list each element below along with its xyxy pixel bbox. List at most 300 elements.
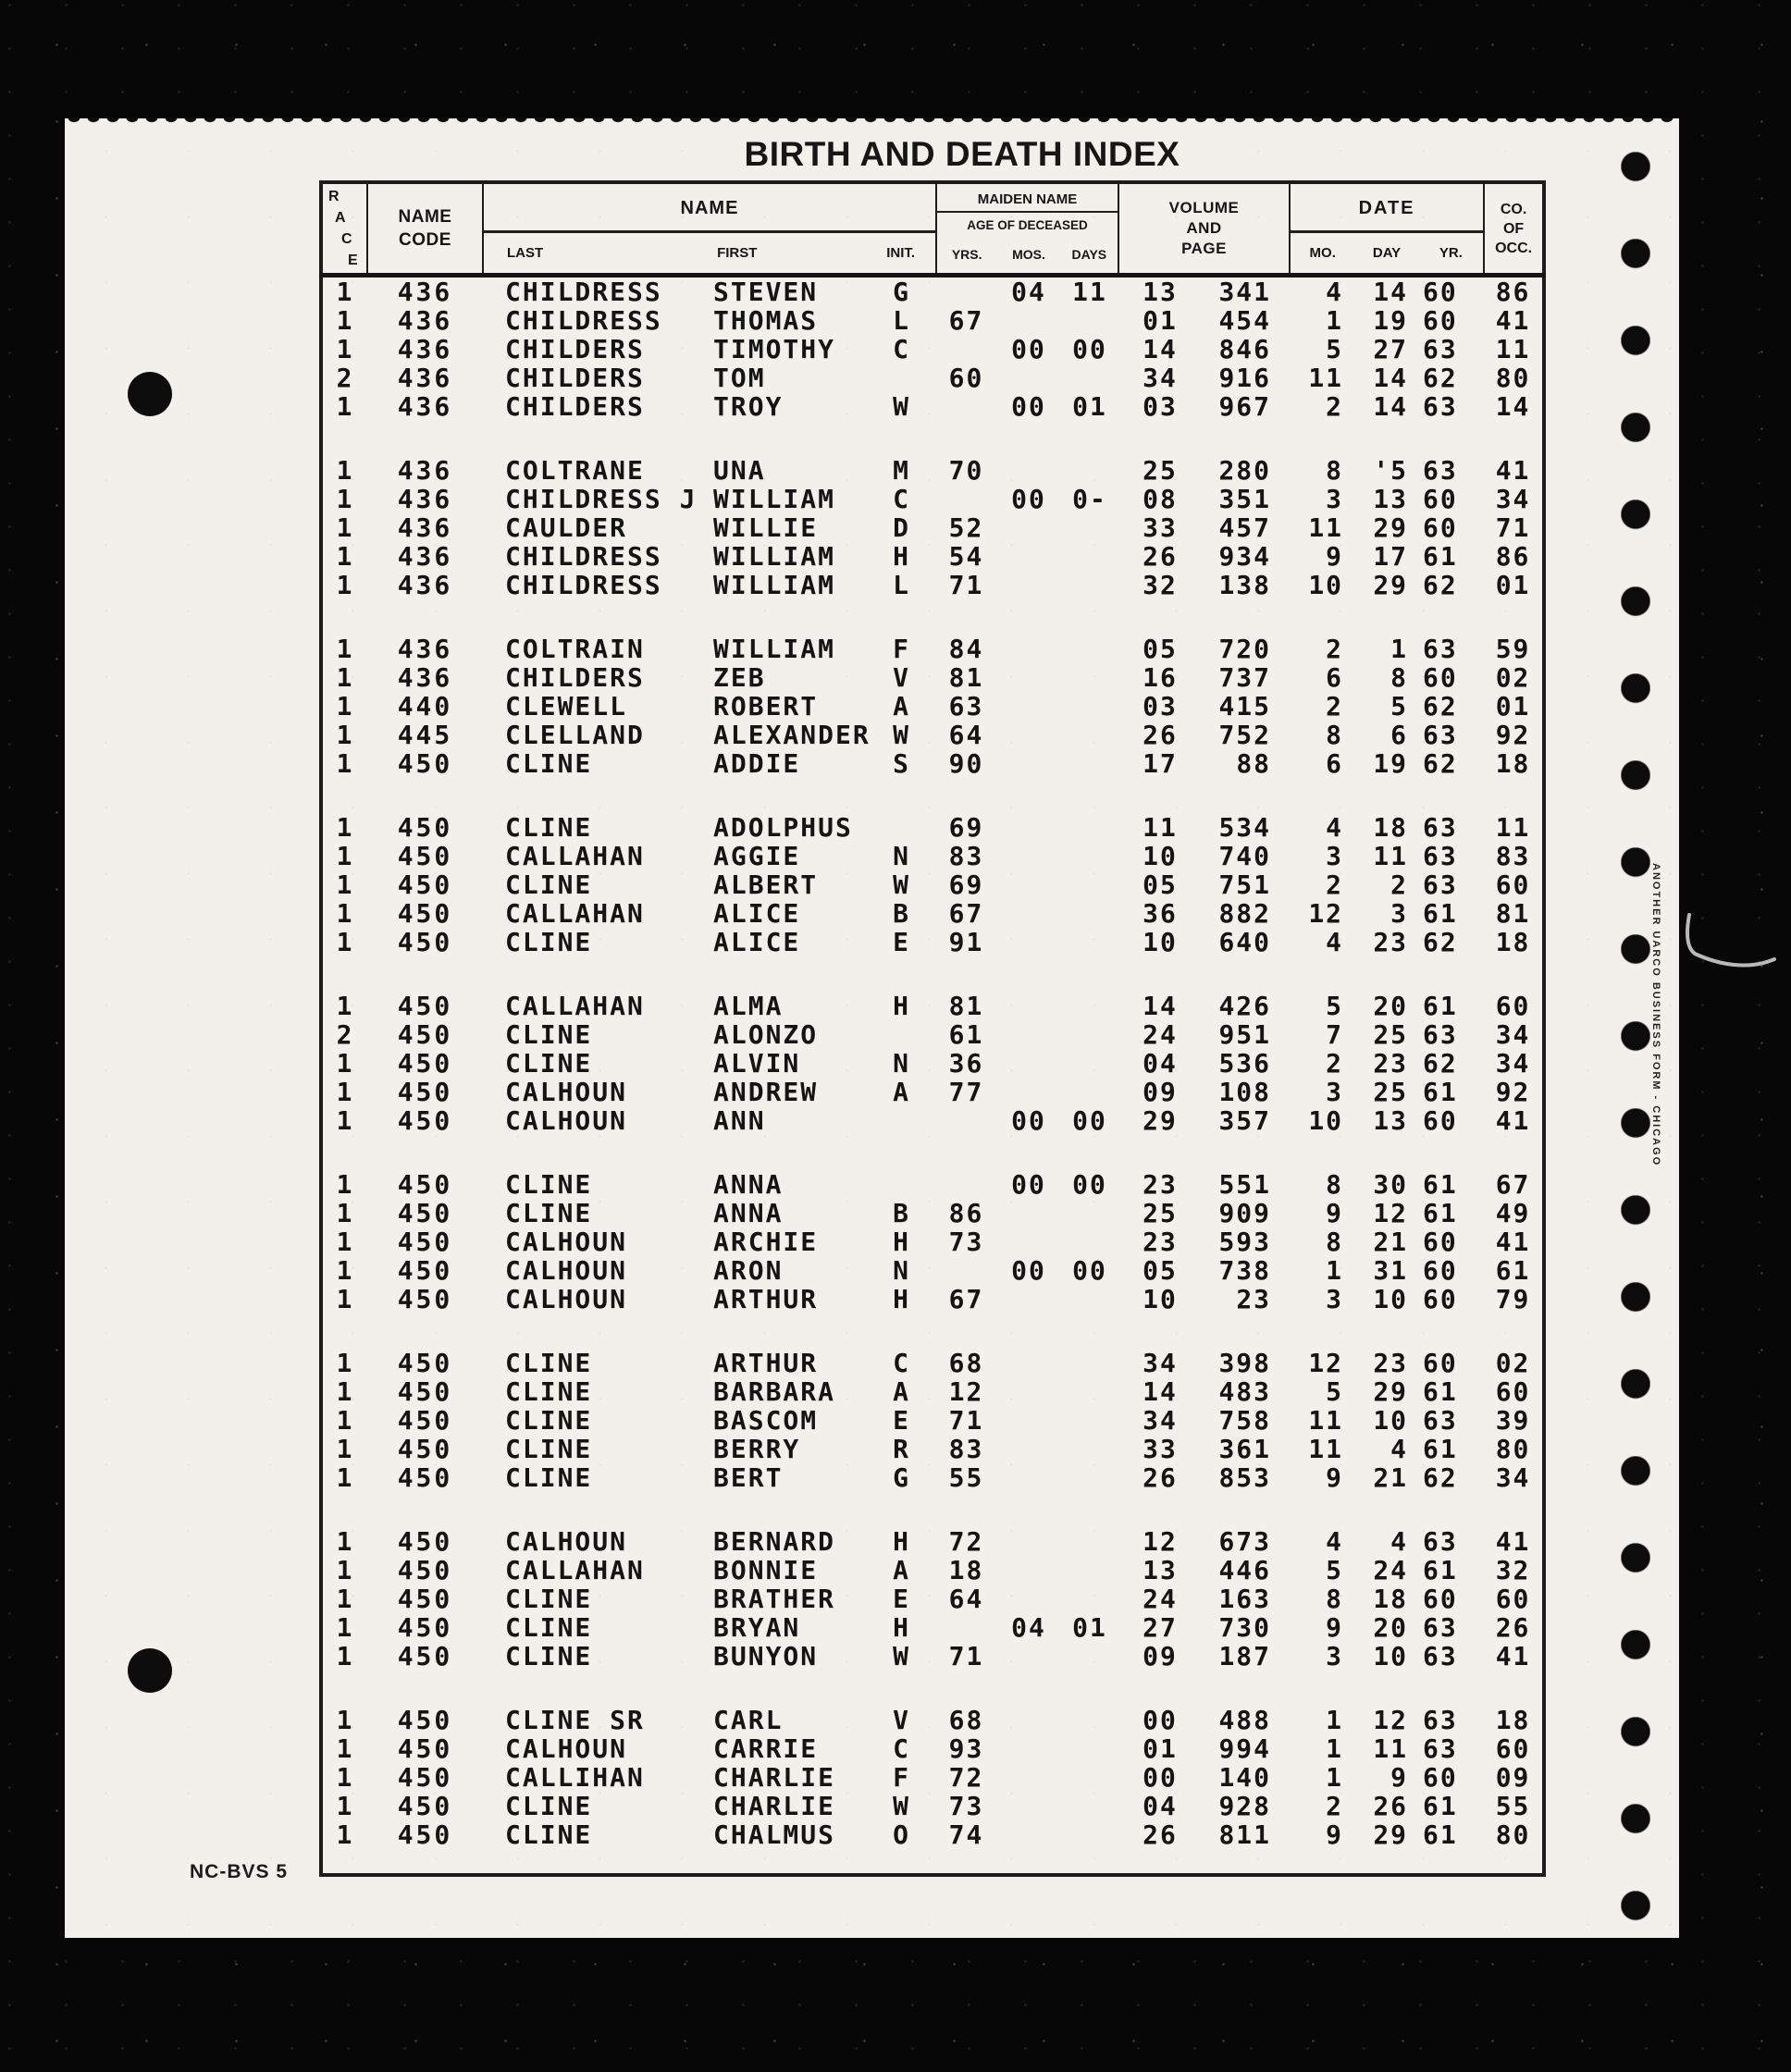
cell-yrs <box>936 1170 996 1199</box>
cell-mos <box>996 1527 1061 1556</box>
cell-mos <box>996 1020 1061 1049</box>
cell-yr: 60 <box>1423 1284 1458 1314</box>
cell-yr: 63 <box>1423 1641 1458 1671</box>
cell-race: 2 <box>336 363 354 393</box>
cell-day: 9 <box>1390 1762 1409 1793</box>
cell-race: 1 <box>336 1405 354 1436</box>
cell-last: COLTRAIN <box>505 634 645 664</box>
table-row <box>321 1613 1544 1642</box>
cell-last: CLINE <box>505 1612 593 1643</box>
cell-code: 450 <box>397 841 453 871</box>
cell-page: 593 <box>1218 1227 1272 1257</box>
cell-code: 450 <box>397 1434 453 1464</box>
cell-mos <box>996 1349 1061 1377</box>
cell-yr: 60 <box>1423 305 1458 336</box>
table-row <box>321 1377 1544 1406</box>
cell-page: 457 <box>1218 512 1272 543</box>
cell-page: 108 <box>1218 1077 1272 1107</box>
cell-first: BRYAN <box>713 1612 801 1643</box>
cell-days <box>1061 1078 1118 1106</box>
cell-co: 49 <box>1495 1198 1531 1228</box>
cell-page: 446 <box>1218 1555 1272 1585</box>
cell-race: 1 <box>336 634 354 664</box>
cell-init: E <box>893 1405 910 1436</box>
cell-first: TIMOTHY <box>713 334 836 364</box>
cell-days <box>1061 1049 1118 1078</box>
cell-co: 92 <box>1495 1077 1531 1107</box>
cell-yr: 60 <box>1423 1105 1458 1136</box>
cell-yrs <box>936 392 996 421</box>
cell-mo: 3 <box>1326 841 1344 871</box>
group-gap <box>321 1135 1544 1170</box>
cell-race: 1 <box>336 305 354 336</box>
cell-last: CHILDRESS <box>505 570 662 600</box>
table-row <box>321 306 1544 335</box>
cell-code: 436 <box>397 484 453 514</box>
cell-vol: 33 <box>1143 1434 1178 1464</box>
cell-first: CHALMUS <box>713 1819 836 1850</box>
cell-yrs: 84 <box>948 634 984 664</box>
header-volume-line: PAGE <box>1181 240 1227 257</box>
cell-day: 29 <box>1373 512 1409 543</box>
cell-page: 163 <box>1218 1584 1272 1614</box>
cell-co: 60 <box>1495 1733 1531 1764</box>
cell-init: H <box>893 1284 910 1314</box>
table-row <box>321 1170 1544 1199</box>
cell-yrs <box>936 1256 996 1285</box>
cell-vol: 34 <box>1143 1348 1178 1378</box>
side-note-vertical-text: ANOTHER UARCO BUSINESS FORM - CHICAGO <box>1650 863 1661 1167</box>
cell-mo: 8 <box>1326 1227 1344 1257</box>
cell-day: 5 <box>1390 691 1409 722</box>
cell-code: 450 <box>397 1705 453 1735</box>
table-row <box>321 721 1544 749</box>
cell-init: F <box>893 634 910 664</box>
cell-code: 440 <box>397 691 453 722</box>
cell-last: CLINE <box>505 1819 593 1850</box>
cell-vol: 09 <box>1143 1641 1178 1671</box>
cell-first: WILLIAM <box>713 541 836 572</box>
cell-race: 2 <box>336 1019 354 1050</box>
cell-yr: 62 <box>1423 927 1458 957</box>
cell-yrs: 73 <box>948 1791 984 1821</box>
page-title: BIRTH AND DEATH INDEX <box>744 135 1180 173</box>
cell-day: 18 <box>1373 812 1409 843</box>
cell-mo: 5 <box>1326 1555 1344 1585</box>
cell-yr: 63 <box>1423 870 1458 900</box>
cell-first: ANNA <box>713 1169 784 1200</box>
cell-yrs: 36 <box>948 1048 984 1079</box>
cell-init <box>867 1020 936 1049</box>
cell-co: 80 <box>1495 1819 1531 1850</box>
cell-yr: 60 <box>1423 1762 1458 1793</box>
cell-day: 12 <box>1373 1705 1409 1735</box>
cell-day: 13 <box>1373 1105 1409 1136</box>
cell-init: H <box>893 1612 910 1643</box>
cell-yrs: 12 <box>948 1376 984 1407</box>
cell-co: 18 <box>1495 1705 1531 1735</box>
cell-vol: 34 <box>1143 363 1178 393</box>
cell-yrs: 72 <box>948 1762 984 1793</box>
cell-days <box>1061 1227 1118 1256</box>
cell-mos <box>996 1078 1061 1106</box>
cell-page: 23 <box>1236 1284 1272 1314</box>
cell-page: 280 <box>1218 455 1272 486</box>
cell-code: 450 <box>397 1169 453 1200</box>
cell-first: ALICE <box>713 927 801 957</box>
table-row <box>321 1642 1544 1671</box>
cell-init: L <box>893 305 910 336</box>
cell-days <box>1061 1642 1118 1671</box>
cell-days: 11 <box>1072 277 1107 307</box>
cell-race: 1 <box>336 1526 354 1557</box>
header-volume-page <box>1118 182 1290 276</box>
cell-mo: 9 <box>1326 1819 1344 1850</box>
cell-day: 12 <box>1373 1198 1409 1228</box>
cell-first: AGGIE <box>713 841 801 871</box>
cell-code: 450 <box>397 1612 453 1643</box>
cell-first: CARL <box>713 1705 784 1735</box>
cell-mo: 9 <box>1326 1462 1344 1493</box>
cell-co: 18 <box>1495 748 1531 779</box>
table-row <box>321 1049 1544 1078</box>
table-row <box>321 276 1544 307</box>
cell-day: 20 <box>1373 1612 1409 1643</box>
cell-first: ADOLPHUS <box>713 812 853 843</box>
cell-days <box>1061 1706 1118 1734</box>
cell-mos: 00 <box>1011 484 1046 514</box>
table-row <box>321 456 1544 485</box>
cell-day: 24 <box>1373 1555 1409 1585</box>
cell-days: 01 <box>1072 1612 1107 1643</box>
cell-init: N <box>893 1255 910 1286</box>
table-row <box>321 542 1544 571</box>
table-row <box>321 1585 1544 1613</box>
table-row <box>321 1763 1544 1792</box>
cell-init: N <box>893 841 910 871</box>
cell-yrs: 70 <box>948 455 984 486</box>
cell-vol: 23 <box>1143 1227 1178 1257</box>
cell-co: 41 <box>1495 1105 1531 1136</box>
cell-days <box>1061 1527 1118 1556</box>
header-date-label: DATE <box>1291 184 1483 233</box>
cell-last: COLTRANE <box>505 455 645 486</box>
header-county-line: OCC. <box>1495 240 1533 256</box>
cell-page: 138 <box>1218 570 1272 600</box>
cell-code: 436 <box>397 512 453 543</box>
cell-init: E <box>893 1584 910 1614</box>
cell-yrs: 86 <box>948 1198 984 1228</box>
cell-last: CLINE <box>505 927 593 957</box>
cell-page: 811 <box>1218 1819 1272 1850</box>
cell-vol: 09 <box>1143 1077 1178 1107</box>
cell-day: '5 <box>1373 455 1409 486</box>
cell-vol: 23 <box>1143 1169 1178 1200</box>
cell-mo: 6 <box>1326 748 1344 779</box>
cell-days: 01 <box>1072 391 1107 422</box>
cell-vol: 26 <box>1143 720 1178 750</box>
cell-last: CHILDRESS <box>505 541 662 572</box>
cell-yr: 63 <box>1423 1733 1458 1764</box>
table-body <box>321 276 1544 1876</box>
cell-day: 10 <box>1373 1284 1409 1314</box>
cell-vol: 29 <box>1143 1105 1178 1136</box>
cell-first: BUNYON <box>713 1641 819 1671</box>
cell-last: CLINE <box>505 1462 593 1493</box>
cell-yrs: 54 <box>948 541 984 572</box>
cell-vol: 14 <box>1143 1376 1178 1407</box>
cell-days <box>1061 1585 1118 1613</box>
cell-yr: 63 <box>1423 391 1458 422</box>
cell-mo: 1 <box>1326 1255 1344 1286</box>
cell-co: 11 <box>1495 812 1531 843</box>
cell-mos: 00 <box>1011 1169 1046 1200</box>
cell-yrs: 60 <box>948 363 984 393</box>
table-row <box>321 1820 1544 1849</box>
cell-yr: 62 <box>1423 363 1458 393</box>
cell-init: C <box>893 334 910 364</box>
cell-day: 29 <box>1373 1376 1409 1407</box>
cell-mos <box>996 1734 1061 1763</box>
cell-code: 450 <box>397 991 453 1021</box>
cell-co: 60 <box>1495 870 1531 900</box>
cell-race: 1 <box>336 1705 354 1735</box>
cell-race: 1 <box>336 1791 354 1821</box>
cell-mo: 6 <box>1326 662 1344 693</box>
cell-first: THOMAS <box>713 305 819 336</box>
cell-first: BRATHER <box>713 1584 836 1614</box>
cell-race: 1 <box>336 748 354 779</box>
cell-yrs: 71 <box>948 570 984 600</box>
cell-days <box>1061 692 1118 721</box>
cell-yrs: 77 <box>948 1077 984 1107</box>
group-gap <box>321 1314 1544 1349</box>
group-gap <box>321 956 1544 992</box>
cell-vol: 24 <box>1143 1019 1178 1050</box>
cell-race: 1 <box>336 1077 354 1107</box>
cell-code: 450 <box>397 1526 453 1557</box>
cell-vol: 05 <box>1143 634 1178 664</box>
cell-yrs: 72 <box>948 1526 984 1557</box>
cell-first: CHARLIE <box>713 1791 836 1821</box>
cell-code: 450 <box>397 1348 453 1378</box>
cell-mos <box>996 571 1061 599</box>
cell-mo: 9 <box>1326 1198 1344 1228</box>
cell-vol: 10 <box>1143 1284 1178 1314</box>
cell-days <box>1061 635 1118 663</box>
cell-vol: 05 <box>1143 1255 1178 1286</box>
cell-yr: 60 <box>1423 1584 1458 1614</box>
perforation-edge <box>65 117 1679 129</box>
cell-page: 398 <box>1218 1348 1272 1378</box>
cell-vol: 05 <box>1143 870 1178 900</box>
cell-page: 737 <box>1218 662 1272 693</box>
cell-mos <box>996 1820 1061 1849</box>
cell-page: 853 <box>1218 1462 1272 1493</box>
cell-days <box>1061 1020 1118 1049</box>
cell-co: 34 <box>1495 484 1531 514</box>
cell-code: 450 <box>397 1376 453 1407</box>
cell-day: 10 <box>1373 1405 1409 1436</box>
cell-mos <box>996 1642 1061 1671</box>
cell-first: CARRIE <box>713 1733 819 1764</box>
cell-mo: 10 <box>1308 1105 1344 1136</box>
cell-code: 450 <box>397 1048 453 1079</box>
cell-mo: 1 <box>1326 305 1344 336</box>
cell-init: W <box>893 1641 910 1671</box>
cell-first: WILLIE <box>713 512 819 543</box>
cell-day: 30 <box>1373 1169 1409 1200</box>
cell-last: CAULDER <box>505 512 628 543</box>
cell-mo: 10 <box>1308 570 1344 600</box>
cell-yr: 60 <box>1423 277 1458 307</box>
cell-first: ANN <box>713 1105 766 1136</box>
cell-co: 02 <box>1495 662 1531 693</box>
cell-co: 71 <box>1495 512 1531 543</box>
cell-first: ANDREW <box>713 1077 819 1107</box>
cell-yr: 62 <box>1423 748 1458 779</box>
cell-code: 450 <box>397 1555 453 1585</box>
cell-init <box>867 1106 936 1135</box>
cell-days <box>1061 870 1118 899</box>
cell-page: 720 <box>1218 634 1272 664</box>
cell-yrs: 67 <box>948 898 984 929</box>
cell-co: 34 <box>1495 1462 1531 1493</box>
cell-vol: 14 <box>1143 991 1178 1021</box>
header-race <box>321 182 367 276</box>
header-days-label: DAYS <box>1071 247 1107 262</box>
cell-code: 436 <box>397 455 453 486</box>
cell-day: 25 <box>1373 1019 1409 1050</box>
cell-days <box>1061 992 1118 1020</box>
group-gap <box>321 778 1544 813</box>
cell-yrs: 67 <box>948 305 984 336</box>
cell-yr: 61 <box>1423 991 1458 1021</box>
header-date-group <box>1290 182 1484 276</box>
header-first-label: FIRST <box>717 245 758 261</box>
cell-code: 450 <box>397 1462 453 1493</box>
header-name-sublabels <box>484 233 935 273</box>
cell-last: CLINE <box>505 1376 593 1407</box>
cell-days <box>1061 542 1118 571</box>
cell-yrs <box>936 485 996 513</box>
cell-page: 752 <box>1218 720 1272 750</box>
cell-mo: 8 <box>1326 1169 1344 1200</box>
cell-race: 1 <box>336 1612 354 1643</box>
cell-mos <box>996 1435 1061 1463</box>
cell-yrs: 83 <box>948 841 984 871</box>
cell-co: 55 <box>1495 1791 1531 1821</box>
cell-co: 41 <box>1495 1641 1531 1671</box>
cell-page: 534 <box>1218 812 1272 843</box>
cell-race: 1 <box>336 391 354 422</box>
cell-init: B <box>893 898 910 929</box>
cell-mos <box>996 1285 1061 1314</box>
cell-yr: 63 <box>1423 1705 1458 1735</box>
cell-mos <box>996 306 1061 335</box>
header-name-code-line: CODE <box>399 230 451 250</box>
cell-mos <box>996 1199 1061 1227</box>
cell-vol: 00 <box>1143 1762 1178 1793</box>
cell-page: 640 <box>1218 927 1272 957</box>
cell-days: 0- <box>1072 484 1107 514</box>
cell-last: CHILDRESS <box>505 305 662 336</box>
cell-code: 450 <box>397 1284 453 1314</box>
cell-vol: 27 <box>1143 1612 1178 1643</box>
cell-mos <box>996 364 1061 392</box>
cell-first: UNA <box>713 455 766 486</box>
table-row <box>321 1435 1544 1463</box>
cell-race: 1 <box>336 691 354 722</box>
group-gap <box>321 1671 1544 1706</box>
table-row <box>321 1227 1544 1256</box>
cell-first: ARTHUR <box>713 1348 819 1378</box>
cell-co: 81 <box>1495 898 1531 929</box>
header-date-sublabels <box>1291 233 1483 273</box>
cell-first: BERNARD <box>713 1526 836 1557</box>
cell-code: 450 <box>397 870 453 900</box>
cell-code: 450 <box>397 1105 453 1136</box>
cell-day: 14 <box>1373 363 1409 393</box>
cell-race: 1 <box>336 1584 354 1614</box>
cell-page: 341 <box>1218 277 1272 307</box>
cell-days <box>1061 1435 1118 1463</box>
cell-init <box>867 364 936 392</box>
cell-last: CALHOUN <box>505 1733 628 1764</box>
cell-yr: 61 <box>1423 1819 1458 1850</box>
cell-vol: 10 <box>1143 841 1178 871</box>
cell-vol: 10 <box>1143 927 1178 957</box>
cell-yr: 62 <box>1423 1048 1458 1079</box>
table-row <box>321 392 1544 421</box>
cell-last: CLINE <box>505 1791 593 1821</box>
cell-last: CALHOUN <box>505 1105 628 1136</box>
cell-mo: 5 <box>1326 991 1344 1021</box>
cell-last: CLELLAND <box>505 720 645 750</box>
cell-vol: 04 <box>1143 1048 1178 1079</box>
cell-days <box>1061 1349 1118 1377</box>
cell-yr: 60 <box>1423 484 1458 514</box>
cell-page: 967 <box>1218 391 1272 422</box>
cell-init <box>867 813 936 842</box>
table-row <box>321 364 1544 392</box>
cell-days <box>1061 749 1118 778</box>
cell-first: BERRY <box>713 1434 801 1464</box>
table-row <box>321 1106 1544 1135</box>
cell-vol: 00 <box>1143 1705 1178 1735</box>
cell-last: CALHOUN <box>505 1255 628 1286</box>
cell-day: 17 <box>1373 541 1409 572</box>
cell-init: W <box>893 1791 910 1821</box>
cell-days <box>1061 1820 1118 1849</box>
cell-days: 00 <box>1072 1105 1107 1136</box>
cell-race: 1 <box>336 1733 354 1764</box>
cell-page: 909 <box>1218 1198 1272 1228</box>
cell-days <box>1061 1463 1118 1492</box>
table-row <box>321 899 1544 928</box>
table-row <box>321 1020 1544 1049</box>
registration-mark <box>128 1648 172 1693</box>
cell-mos <box>996 928 1061 956</box>
table-row <box>321 1706 1544 1734</box>
cell-init: V <box>893 1705 910 1735</box>
cell-yrs: 91 <box>948 927 984 957</box>
cell-vol: 17 <box>1143 748 1178 779</box>
cell-yrs: 64 <box>948 720 984 750</box>
registration-mark <box>128 372 172 416</box>
table-bottom-padding <box>321 1849 1544 1875</box>
cell-last: CLINE <box>505 748 593 779</box>
